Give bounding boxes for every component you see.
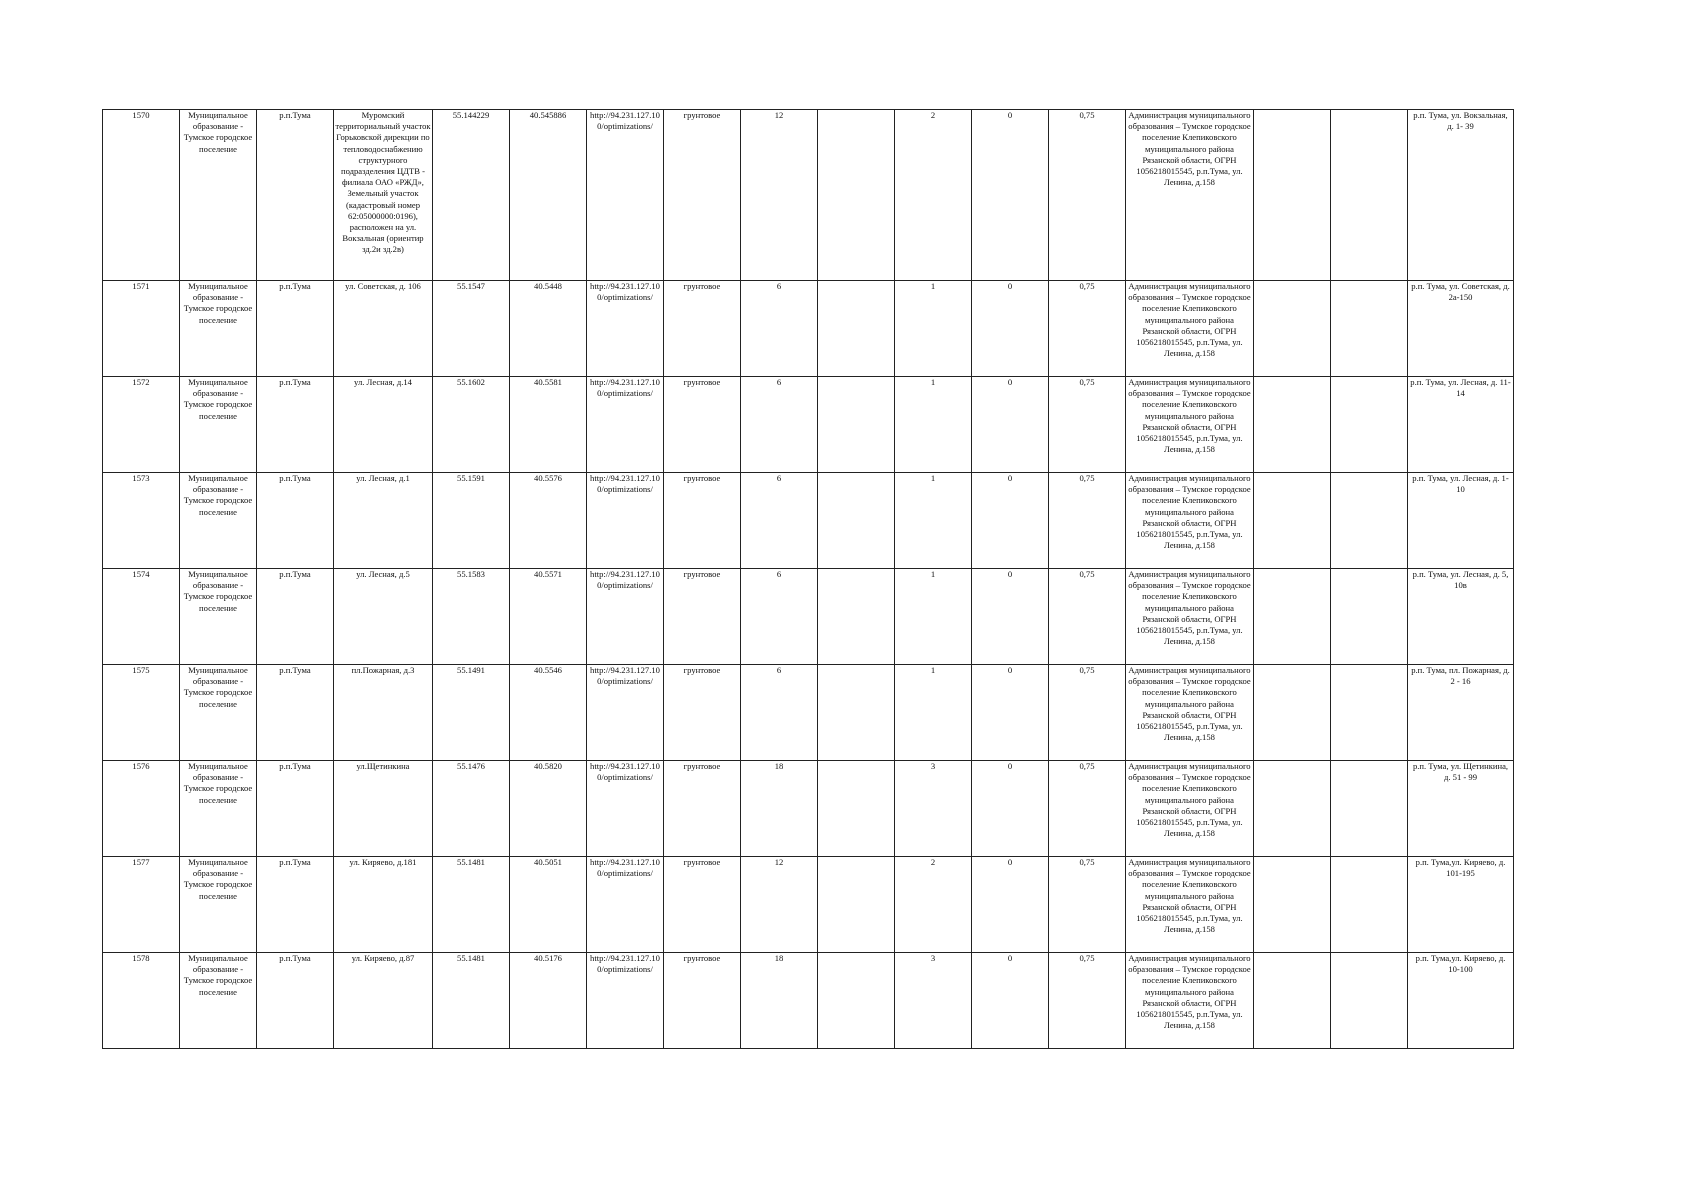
latitude-cell: 55.1476 — [433, 761, 510, 857]
sources-cell: р.п. Тума, ул. Лесная, д. 5, 10в — [1408, 569, 1514, 665]
map-url-cell: http://94.231.127.100/optimizations/ — [587, 281, 664, 377]
area-cell: 12 — [741, 857, 818, 953]
longitude-cell: 40.5581 — [510, 377, 587, 473]
location-cell: ул. Киряево, д.181 — [334, 857, 433, 953]
longitude-cell: 40.5546 — [510, 665, 587, 761]
table-row — [103, 761, 1514, 857]
volume-cell: 0,75 — [1049, 377, 1126, 473]
surface-cell: грунтовое — [664, 569, 741, 665]
row-number: 1570 — [103, 110, 180, 281]
municipality-cell: Муниципальное образование - Тумское городское поселение — [180, 110, 257, 281]
empty-cell — [1331, 377, 1408, 473]
sources-cell: р.п. Тума, ул. Вокзальная, д. 1- 39 — [1408, 110, 1514, 281]
map-url-cell: http://94.231.127.100/optimizations/ — [587, 377, 664, 473]
empty-cell — [1254, 857, 1331, 953]
map-url-cell: http://94.231.127.100/optimizations/ — [587, 473, 664, 569]
containers-cell: 3 — [895, 953, 972, 1049]
settlement-cell: р.п.Тума — [257, 953, 334, 1049]
municipality-cell: Муниципальное образование - Тумское городское поселение — [180, 665, 257, 761]
containers-cell: 1 — [895, 281, 972, 377]
settlement-cell: р.п.Тума — [257, 857, 334, 953]
zero-cell: 0 — [972, 110, 1049, 281]
registry-table-body — [103, 110, 1514, 1049]
empty-cell — [1331, 281, 1408, 377]
empty-cell — [818, 110, 895, 281]
map-url-cell: http://94.231.127.100/optimizations/ — [587, 857, 664, 953]
sources-cell: р.п. Тума, ул. Щетинкина, д. 51 - 99 — [1408, 761, 1514, 857]
latitude-cell: 55.1547 — [433, 281, 510, 377]
surface-cell: грунтовое — [664, 377, 741, 473]
volume-cell: 0,75 — [1049, 857, 1126, 953]
volume-cell: 0,75 — [1049, 110, 1126, 281]
longitude-cell: 40.5820 — [510, 761, 587, 857]
table-row — [103, 281, 1514, 377]
row-number: 1576 — [103, 761, 180, 857]
map-url-cell: http://94.231.127.100/optimizations/ — [587, 110, 664, 281]
row-number: 1578 — [103, 953, 180, 1049]
row-number: 1574 — [103, 569, 180, 665]
area-cell: 6 — [741, 281, 818, 377]
municipality-cell: Муниципальное образование - Тумское городское поселение — [180, 281, 257, 377]
table-row — [103, 377, 1514, 473]
municipality-cell: Муниципальное образование - Тумское городское поселение — [180, 377, 257, 473]
zero-cell: 0 — [972, 761, 1049, 857]
municipality-cell: Муниципальное образование - Тумское городское поселение — [180, 569, 257, 665]
area-cell: 6 — [741, 473, 818, 569]
table-row — [103, 953, 1514, 1049]
surface-cell: грунтовое — [664, 953, 741, 1049]
row-number: 1572 — [103, 377, 180, 473]
table-row — [103, 110, 1514, 281]
surface-cell: грунтовое — [664, 281, 741, 377]
map-url-cell: http://94.231.127.100/optimizations/ — [587, 665, 664, 761]
empty-cell — [1331, 110, 1408, 281]
owner-cell: Администрация муниципального образования – Тумское городское поселение Клепиковского муниципального района Рязанской области, ОГРН 1056218015545, р.п.Тума, ул. Ленина, д.158 — [1126, 665, 1254, 761]
empty-cell — [1254, 110, 1331, 281]
containers-cell: 1 — [895, 377, 972, 473]
sources-cell: р.п. Тума, ул. Лесная, д. 1-10 — [1408, 473, 1514, 569]
location-cell: пл.Пожарная, д.3 — [334, 665, 433, 761]
municipality-cell: Муниципальное образование - Тумское городское поселение — [180, 857, 257, 953]
empty-cell — [1331, 569, 1408, 665]
empty-cell — [1331, 857, 1408, 953]
settlement-cell: р.п.Тума — [257, 281, 334, 377]
latitude-cell: 55.1591 — [433, 473, 510, 569]
empty-cell — [1254, 569, 1331, 665]
empty-cell — [818, 569, 895, 665]
row-number: 1573 — [103, 473, 180, 569]
containers-cell: 1 — [895, 569, 972, 665]
sources-cell: р.п. Тума, пл. Пожарная, д. 2 - 16 — [1408, 665, 1514, 761]
municipality-cell: Муниципальное образование - Тумское городское поселение — [180, 761, 257, 857]
containers-cell: 1 — [895, 473, 972, 569]
longitude-cell: 40.545886 — [510, 110, 587, 281]
latitude-cell: 55.1481 — [433, 953, 510, 1049]
surface-cell: грунтовое — [664, 473, 741, 569]
table-row — [103, 473, 1514, 569]
location-cell: ул. Лесная, д.1 — [334, 473, 433, 569]
longitude-cell: 40.5176 — [510, 953, 587, 1049]
empty-cell — [1254, 377, 1331, 473]
zero-cell: 0 — [972, 857, 1049, 953]
location-cell: ул. Лесная, д.14 — [334, 377, 433, 473]
owner-cell: Администрация муниципального образования – Тумское городское поселение Клепиковского муниципального района Рязанской области, ОГРН 1056218015545, р.п.Тума, ул. Ленина, д.158 — [1126, 473, 1254, 569]
volume-cell: 0,75 — [1049, 473, 1126, 569]
sources-cell: р.п. Тума,ул. Киряево, д. 101-195 — [1408, 857, 1514, 953]
settlement-cell: р.п.Тума — [257, 665, 334, 761]
settlement-cell: р.п.Тума — [257, 473, 334, 569]
location-cell: ул.Щетинкина — [334, 761, 433, 857]
registry-table — [102, 109, 1514, 1049]
settlement-cell: р.п.Тума — [257, 110, 334, 281]
sources-cell: р.п. Тума,ул. Киряево, д. 10-100 — [1408, 953, 1514, 1049]
empty-cell — [1331, 473, 1408, 569]
volume-cell: 0,75 — [1049, 665, 1126, 761]
empty-cell — [818, 473, 895, 569]
area-cell: 18 — [741, 953, 818, 1049]
empty-cell — [1254, 761, 1331, 857]
settlement-cell: р.п.Тума — [257, 569, 334, 665]
latitude-cell: 55.1491 — [433, 665, 510, 761]
latitude-cell: 55.1602 — [433, 377, 510, 473]
municipality-cell: Муниципальное образование - Тумское городское поселение — [180, 473, 257, 569]
empty-cell — [1254, 473, 1331, 569]
surface-cell: грунтовое — [664, 857, 741, 953]
empty-cell — [818, 761, 895, 857]
settlement-cell: р.п.Тума — [257, 761, 334, 857]
longitude-cell: 40.5576 — [510, 473, 587, 569]
empty-cell — [1331, 665, 1408, 761]
volume-cell: 0,75 — [1049, 281, 1126, 377]
owner-cell: Администрация муниципального образования – Тумское городское поселение Клепиковского муниципального района Рязанской области, ОГРН 1056218015545, р.п.Тума, ул. Ленина, д.158 — [1126, 569, 1254, 665]
table-row — [103, 665, 1514, 761]
empty-cell — [818, 281, 895, 377]
containers-cell: 1 — [895, 665, 972, 761]
volume-cell: 0,75 — [1049, 761, 1126, 857]
empty-cell — [818, 665, 895, 761]
empty-cell — [1254, 281, 1331, 377]
map-url-cell: http://94.231.127.100/optimizations/ — [587, 569, 664, 665]
map-url-cell: http://94.231.127.100/optimizations/ — [587, 761, 664, 857]
owner-cell: Администрация муниципального образования – Тумское городское поселение Клепиковского муниципального района Рязанской области, ОГРН 1056218015545, р.п.Тума, ул. Ленина, д.158 — [1126, 377, 1254, 473]
zero-cell: 0 — [972, 281, 1049, 377]
empty-cell — [818, 857, 895, 953]
location-cell: Муромский территориальный участок Горьковской дирекции по тепловодоснабжению структурного подразделения ЦДТВ - филиала ОАО «РЖД», Земельный участок (кадастровый номер 62:05000000:0196), расположен на ул. Вокзальная (ориентир зд.2и зд.2в) — [334, 110, 433, 281]
longitude-cell: 40.5051 — [510, 857, 587, 953]
latitude-cell: 55.1583 — [433, 569, 510, 665]
owner-cell: Администрация муниципального образования – Тумское городское поселение Клепиковского муниципального района Рязанской области, ОГРН 1056218015545, р.п.Тума, ул. Ленина, д.158 — [1126, 857, 1254, 953]
owner-cell: Администрация муниципального образования – Тумское городское поселение Клепиковского муниципального района Рязанской области, ОГРН 1056218015545, р.п.Тума, ул. Ленина, д.158 — [1126, 281, 1254, 377]
empty-cell — [1331, 953, 1408, 1049]
area-cell: 12 — [741, 110, 818, 281]
empty-cell — [1254, 665, 1331, 761]
table-row — [103, 857, 1514, 953]
latitude-cell: 55.144229 — [433, 110, 510, 281]
area-cell: 6 — [741, 377, 818, 473]
map-url-cell: http://94.231.127.100/optimizations/ — [587, 953, 664, 1049]
zero-cell: 0 — [972, 569, 1049, 665]
area-cell: 18 — [741, 761, 818, 857]
empty-cell — [1331, 761, 1408, 857]
latitude-cell: 55.1481 — [433, 857, 510, 953]
containers-cell: 2 — [895, 110, 972, 281]
zero-cell: 0 — [972, 953, 1049, 1049]
location-cell: ул. Советская, д. 106 — [334, 281, 433, 377]
volume-cell: 0,75 — [1049, 953, 1126, 1049]
row-number: 1575 — [103, 665, 180, 761]
zero-cell: 0 — [972, 473, 1049, 569]
sources-cell: р.п. Тума, ул. Советская, д. 2а-150 — [1408, 281, 1514, 377]
settlement-cell: р.п.Тума — [257, 377, 334, 473]
empty-cell — [818, 377, 895, 473]
area-cell: 6 — [741, 665, 818, 761]
containers-cell: 3 — [895, 761, 972, 857]
owner-cell: Администрация муниципального образования – Тумское городское поселение Клепиковского муниципального района Рязанской области, ОГРН 1056218015545, р.п.Тума, ул. Ленина, д.158 — [1126, 110, 1254, 281]
table-row — [103, 569, 1514, 665]
row-number: 1577 — [103, 857, 180, 953]
empty-cell — [1254, 953, 1331, 1049]
surface-cell: грунтовое — [664, 761, 741, 857]
surface-cell: грунтовое — [664, 665, 741, 761]
zero-cell: 0 — [972, 377, 1049, 473]
zero-cell: 0 — [972, 665, 1049, 761]
empty-cell — [818, 953, 895, 1049]
municipality-cell: Муниципальное образование - Тумское городское поселение — [180, 953, 257, 1049]
location-cell: ул. Лесная, д.5 — [334, 569, 433, 665]
containers-cell: 2 — [895, 857, 972, 953]
longitude-cell: 40.5571 — [510, 569, 587, 665]
owner-cell: Администрация муниципального образования – Тумское городское поселение Клепиковского муниципального района Рязанской области, ОГРН 1056218015545, р.п.Тума, ул. Ленина, д.158 — [1126, 761, 1254, 857]
surface-cell: грунтовое — [664, 110, 741, 281]
owner-cell: Администрация муниципального образования – Тумское городское поселение Клепиковского муниципального района Рязанской области, ОГРН 1056218015545, р.п.Тума, ул. Ленина, д.158 — [1126, 953, 1254, 1049]
volume-cell: 0,75 — [1049, 569, 1126, 665]
location-cell: ул. Киряево, д.87 — [334, 953, 433, 1049]
sources-cell: р.п. Тума, ул. Лесная, д. 11-14 — [1408, 377, 1514, 473]
row-number: 1571 — [103, 281, 180, 377]
longitude-cell: 40.5448 — [510, 281, 587, 377]
area-cell: 6 — [741, 569, 818, 665]
